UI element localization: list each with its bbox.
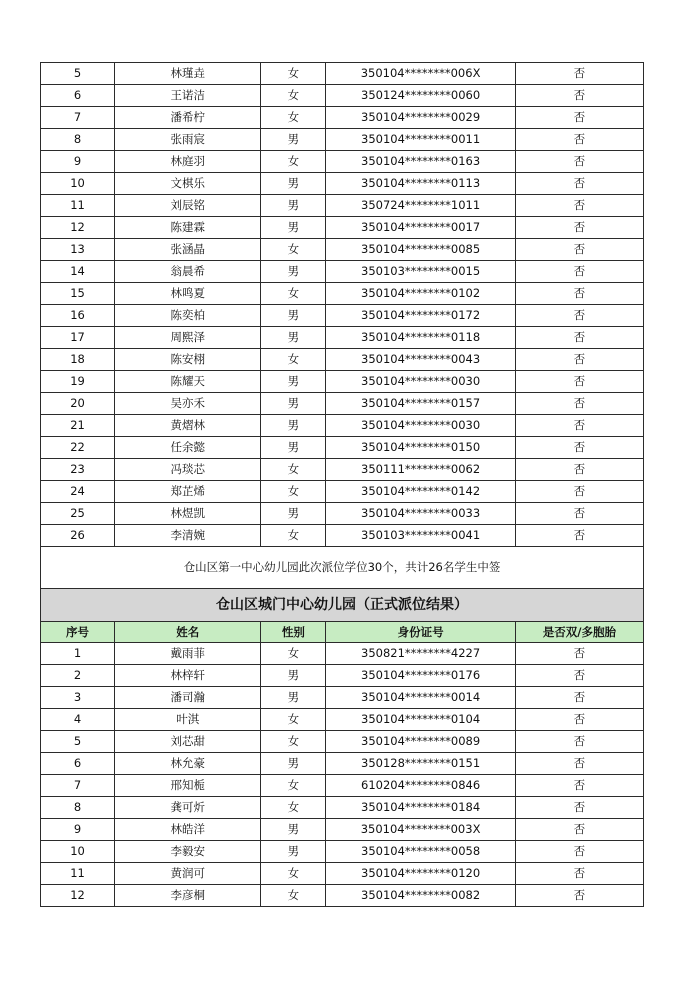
table-row xyxy=(41,525,644,547)
cell-twin: 否 xyxy=(515,85,643,107)
cell-twin: 否 xyxy=(515,129,643,151)
cell-gender: 男 xyxy=(261,437,326,459)
cell-name: 林皓洋 xyxy=(115,819,261,841)
cell-name: 黄润可 xyxy=(115,863,261,885)
cell-gender: 女 xyxy=(261,481,326,503)
cell-id-number: 350104********0033 xyxy=(326,503,515,525)
cell-name: 林庭羽 xyxy=(115,151,261,173)
cell-gender: 女 xyxy=(261,731,326,753)
header-serial: 序号 xyxy=(41,622,115,643)
cell-gender: 女 xyxy=(261,85,326,107)
cell-twin: 否 xyxy=(515,305,643,327)
cell-name: 林煜凯 xyxy=(115,503,261,525)
cell-gender: 女 xyxy=(261,349,326,371)
cell-id-number: 350104********0142 xyxy=(326,481,515,503)
cell-serial: 8 xyxy=(41,797,115,819)
cell-serial: 5 xyxy=(41,731,115,753)
cell-serial: 21 xyxy=(41,415,115,437)
cell-name: 邢知栀 xyxy=(115,775,261,797)
cell-id-number: 350104********0172 xyxy=(326,305,515,327)
cell-name: 戴雨菲 xyxy=(115,643,261,665)
cell-serial: 7 xyxy=(41,775,115,797)
header-gender: 性别 xyxy=(261,622,326,643)
cell-name: 冯琰芯 xyxy=(115,459,261,481)
cell-twin: 否 xyxy=(515,217,643,239)
cell-id-number: 350104********0085 xyxy=(326,239,515,261)
cell-name: 林允豪 xyxy=(115,753,261,775)
cell-serial: 7 xyxy=(41,107,115,129)
cell-gender: 男 xyxy=(261,503,326,525)
lottery-result-table xyxy=(40,62,644,907)
cell-twin: 否 xyxy=(515,173,643,195)
cell-id-number: 350104********006X xyxy=(326,63,515,85)
cell-name: 张雨宸 xyxy=(115,129,261,151)
cell-id-number: 350104********0150 xyxy=(326,437,515,459)
table-row xyxy=(41,151,644,173)
section-1-summary-row xyxy=(41,547,644,589)
cell-id-number: 350104********0102 xyxy=(326,283,515,305)
cell-gender: 男 xyxy=(261,393,326,415)
cell-gender: 男 xyxy=(261,687,326,709)
table-row xyxy=(41,459,644,481)
cell-serial: 3 xyxy=(41,687,115,709)
cell-id-number: 350103********0015 xyxy=(326,261,515,283)
cell-id-number: 350111********0062 xyxy=(326,459,515,481)
cell-id-number: 350104********0014 xyxy=(326,687,515,709)
table-row xyxy=(41,349,644,371)
table-row xyxy=(41,195,644,217)
header-id-number: 身份证号 xyxy=(326,622,515,643)
cell-id-number: 350104********0113 xyxy=(326,173,515,195)
cell-name: 陈建霖 xyxy=(115,217,261,239)
cell-name: 吴亦禾 xyxy=(115,393,261,415)
cell-name: 潘希柠 xyxy=(115,107,261,129)
header-twin: 是否双/多胞胎 xyxy=(515,622,643,643)
cell-serial: 5 xyxy=(41,63,115,85)
cell-id-number: 350104********0043 xyxy=(326,349,515,371)
cell-gender: 女 xyxy=(261,885,326,907)
cell-id-number: 350104********0176 xyxy=(326,665,515,687)
table-row xyxy=(41,687,644,709)
section-2-rows xyxy=(41,643,644,907)
cell-twin: 否 xyxy=(515,481,643,503)
table-row xyxy=(41,753,644,775)
section-2-school-title: 仓山区城门中心幼儿园（正式派位结果） xyxy=(41,589,644,622)
cell-serial: 23 xyxy=(41,459,115,481)
cell-serial: 6 xyxy=(41,85,115,107)
cell-name: 李清婉 xyxy=(115,525,261,547)
cell-twin: 否 xyxy=(515,797,643,819)
cell-serial: 15 xyxy=(41,283,115,305)
cell-name: 王诺洁 xyxy=(115,85,261,107)
table-row xyxy=(41,261,644,283)
cell-gender: 女 xyxy=(261,643,326,665)
cell-gender: 男 xyxy=(261,819,326,841)
cell-name: 任余懿 xyxy=(115,437,261,459)
table-row xyxy=(41,731,644,753)
cell-name: 刘芯甜 xyxy=(115,731,261,753)
cell-id-number: 350104********0082 xyxy=(326,885,515,907)
table-row xyxy=(41,885,644,907)
cell-serial: 17 xyxy=(41,327,115,349)
cell-name: 周熙泽 xyxy=(115,327,261,349)
cell-serial: 24 xyxy=(41,481,115,503)
table-row xyxy=(41,217,644,239)
cell-gender: 女 xyxy=(261,283,326,305)
cell-id-number: 350104********0157 xyxy=(326,393,515,415)
cell-serial: 12 xyxy=(41,217,115,239)
table-row xyxy=(41,305,644,327)
section-2-title-row xyxy=(41,589,644,622)
cell-serial: 11 xyxy=(41,863,115,885)
cell-twin: 否 xyxy=(515,775,643,797)
table-row xyxy=(41,327,644,349)
cell-name: 林梓轩 xyxy=(115,665,261,687)
cell-id-number: 350104********0030 xyxy=(326,371,515,393)
cell-twin: 否 xyxy=(515,459,643,481)
cell-twin: 否 xyxy=(515,731,643,753)
cell-id-number: 350104********0011 xyxy=(326,129,515,151)
cell-id-number: 350104********0184 xyxy=(326,797,515,819)
cell-twin: 否 xyxy=(515,687,643,709)
cell-gender: 男 xyxy=(261,753,326,775)
cell-serial: 25 xyxy=(41,503,115,525)
cell-serial: 6 xyxy=(41,753,115,775)
table-row xyxy=(41,437,644,459)
cell-id-number: 350821********4227 xyxy=(326,643,515,665)
table-row xyxy=(41,393,644,415)
cell-gender: 女 xyxy=(261,775,326,797)
table-row xyxy=(41,129,644,151)
section-1-rows xyxy=(41,63,644,547)
table-row xyxy=(41,775,644,797)
cell-twin: 否 xyxy=(515,819,643,841)
cell-twin: 否 xyxy=(515,863,643,885)
cell-serial: 2 xyxy=(41,665,115,687)
table-row xyxy=(41,85,644,107)
cell-name: 文棋乐 xyxy=(115,173,261,195)
cell-id-number: 350724********1011 xyxy=(326,195,515,217)
cell-gender: 男 xyxy=(261,173,326,195)
cell-serial: 12 xyxy=(41,885,115,907)
cell-twin: 否 xyxy=(515,151,643,173)
cell-twin: 否 xyxy=(515,283,643,305)
cell-id-number: 350104********0017 xyxy=(326,217,515,239)
cell-gender: 女 xyxy=(261,709,326,731)
cell-id-number: 350104********0089 xyxy=(326,731,515,753)
table-row xyxy=(41,841,644,863)
cell-serial: 13 xyxy=(41,239,115,261)
cell-name: 张涵晶 xyxy=(115,239,261,261)
cell-serial: 26 xyxy=(41,525,115,547)
cell-twin: 否 xyxy=(515,437,643,459)
cell-twin: 否 xyxy=(515,525,643,547)
cell-id-number: 610204********0846 xyxy=(326,775,515,797)
cell-id-number: 350124********0060 xyxy=(326,85,515,107)
cell-id-number: 350104********003X xyxy=(326,819,515,841)
cell-twin: 否 xyxy=(515,643,643,665)
cell-twin: 否 xyxy=(515,195,643,217)
cell-gender: 男 xyxy=(261,371,326,393)
table-row xyxy=(41,503,644,525)
cell-id-number: 350104********0104 xyxy=(326,709,515,731)
cell-gender: 女 xyxy=(261,63,326,85)
cell-id-number: 350104********0029 xyxy=(326,107,515,129)
cell-name: 龚可炘 xyxy=(115,797,261,819)
cell-gender: 男 xyxy=(261,129,326,151)
cell-name: 刘辰铭 xyxy=(115,195,261,217)
cell-twin: 否 xyxy=(515,841,643,863)
cell-gender: 女 xyxy=(261,151,326,173)
table-row xyxy=(41,239,644,261)
cell-serial: 10 xyxy=(41,173,115,195)
cell-serial: 1 xyxy=(41,643,115,665)
cell-gender: 男 xyxy=(261,415,326,437)
cell-twin: 否 xyxy=(515,415,643,437)
cell-twin: 否 xyxy=(515,371,643,393)
cell-id-number: 350104********0163 xyxy=(326,151,515,173)
cell-serial: 19 xyxy=(41,371,115,393)
cell-serial: 8 xyxy=(41,129,115,151)
cell-name: 陈奕柏 xyxy=(115,305,261,327)
table-row xyxy=(41,107,644,129)
header-name: 姓名 xyxy=(115,622,261,643)
cell-twin: 否 xyxy=(515,261,643,283)
cell-serial: 4 xyxy=(41,709,115,731)
cell-gender: 男 xyxy=(261,841,326,863)
cell-gender: 女 xyxy=(261,107,326,129)
cell-serial: 9 xyxy=(41,819,115,841)
cell-twin: 否 xyxy=(515,665,643,687)
cell-gender: 男 xyxy=(261,305,326,327)
cell-twin: 否 xyxy=(515,349,643,371)
table-row xyxy=(41,665,644,687)
cell-id-number: 350104********0030 xyxy=(326,415,515,437)
cell-twin: 否 xyxy=(515,107,643,129)
cell-gender: 女 xyxy=(261,459,326,481)
cell-name: 李彦桐 xyxy=(115,885,261,907)
cell-gender: 男 xyxy=(261,665,326,687)
cell-serial: 10 xyxy=(41,841,115,863)
cell-gender: 男 xyxy=(261,195,326,217)
cell-gender: 男 xyxy=(261,217,326,239)
table-row xyxy=(41,819,644,841)
cell-name: 林鸣夏 xyxy=(115,283,261,305)
cell-gender: 女 xyxy=(261,863,326,885)
cell-id-number: 350104********0118 xyxy=(326,327,515,349)
result-sheet xyxy=(40,62,644,907)
section-1-summary: 仓山区第一中心幼儿园此次派位学位30个，共计26名学生中签 xyxy=(41,547,644,589)
table-row xyxy=(41,283,644,305)
cell-twin: 否 xyxy=(515,709,643,731)
cell-twin: 否 xyxy=(515,239,643,261)
table-row xyxy=(41,481,644,503)
cell-name: 林瑾垚 xyxy=(115,63,261,85)
cell-serial: 16 xyxy=(41,305,115,327)
cell-id-number: 350103********0041 xyxy=(326,525,515,547)
cell-serial: 20 xyxy=(41,393,115,415)
cell-serial: 14 xyxy=(41,261,115,283)
cell-serial: 22 xyxy=(41,437,115,459)
cell-twin: 否 xyxy=(515,885,643,907)
cell-name: 李毅安 xyxy=(115,841,261,863)
cell-id-number: 350104********0058 xyxy=(326,841,515,863)
cell-gender: 男 xyxy=(261,261,326,283)
cell-serial: 9 xyxy=(41,151,115,173)
cell-gender: 男 xyxy=(261,327,326,349)
table-row xyxy=(41,173,644,195)
section-2-header-row xyxy=(41,622,644,643)
cell-name: 翁晨希 xyxy=(115,261,261,283)
cell-name: 叶淇 xyxy=(115,709,261,731)
cell-id-number: 350104********0120 xyxy=(326,863,515,885)
table-row xyxy=(41,643,644,665)
table-row xyxy=(41,63,644,85)
cell-name: 郑芷烯 xyxy=(115,481,261,503)
cell-name: 陈耀天 xyxy=(115,371,261,393)
cell-twin: 否 xyxy=(515,63,643,85)
cell-twin: 否 xyxy=(515,393,643,415)
cell-name: 陈安栩 xyxy=(115,349,261,371)
table-row xyxy=(41,797,644,819)
cell-gender: 女 xyxy=(261,239,326,261)
table-row xyxy=(41,863,644,885)
cell-twin: 否 xyxy=(515,327,643,349)
cell-name: 潘司瀚 xyxy=(115,687,261,709)
table-row xyxy=(41,709,644,731)
cell-gender: 女 xyxy=(261,797,326,819)
cell-serial: 18 xyxy=(41,349,115,371)
table-row xyxy=(41,371,644,393)
cell-twin: 否 xyxy=(515,753,643,775)
cell-twin: 否 xyxy=(515,503,643,525)
cell-gender: 女 xyxy=(261,525,326,547)
cell-name: 黄熠林 xyxy=(115,415,261,437)
cell-serial: 11 xyxy=(41,195,115,217)
table-row xyxy=(41,415,644,437)
cell-id-number: 350128********0151 xyxy=(326,753,515,775)
